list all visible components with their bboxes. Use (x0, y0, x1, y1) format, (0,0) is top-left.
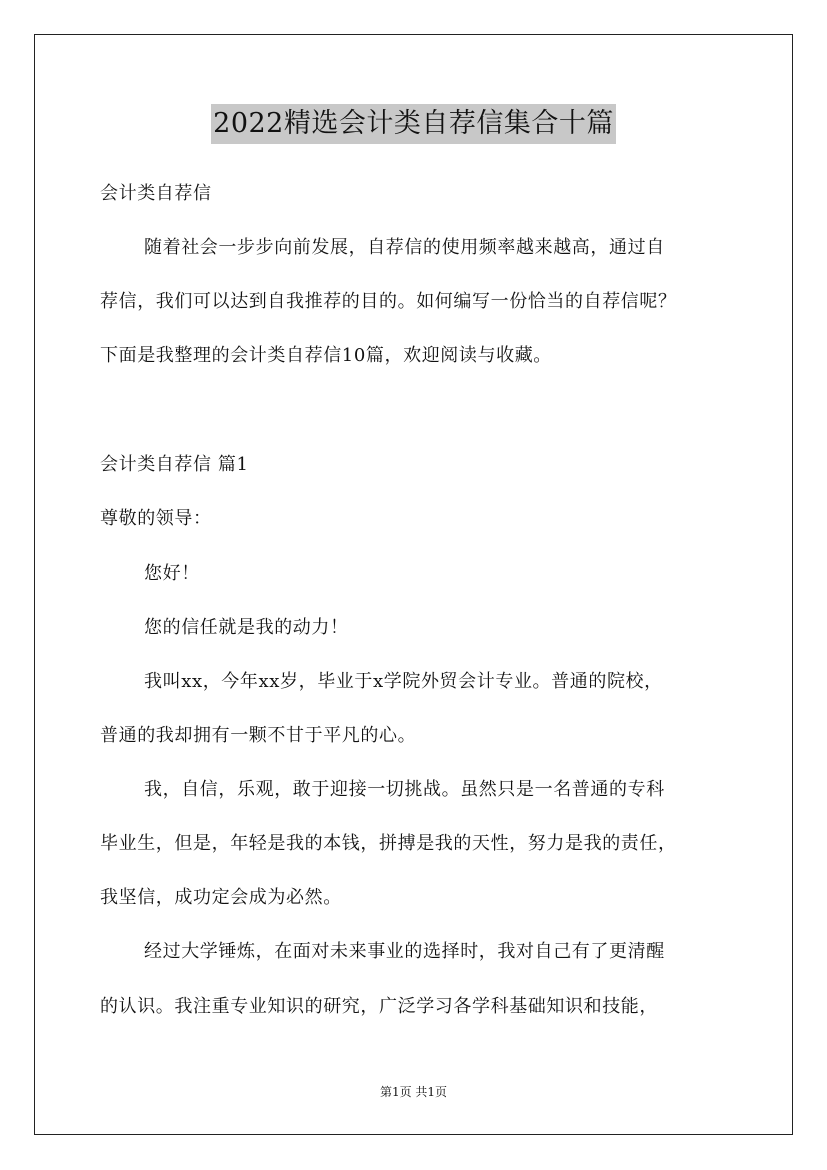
page-footer: 第1页 共1页 (379, 1085, 448, 1099)
paragraph-line: 您的信任就是我的动力！ (144, 617, 349, 638)
paragraph-line: 我，自信，乐观，敢于迎接一切挑战。虽然只是一名普通的专科 (144, 779, 665, 800)
title-container (0, 104, 827, 144)
paragraph-line: 经过大学锤炼，在面对未来事业的选择时，我对自己有了更清醒 (144, 941, 665, 962)
paragraph-line: 普通的我却拥有一颗不甘于平凡的心。 (100, 725, 417, 746)
section-heading: 会计类自荐信 (100, 183, 212, 204)
paragraph-line: 我坚信，成功定会成为必然。 (100, 887, 342, 908)
paragraph-line: 荐信，我们可以达到自我推荐的目的。如何编写一份恰当的自荐信呢？ (100, 291, 677, 312)
paragraph-line: 的认识。我注重专业知识的研究，广泛学习各学科基础知识和技能， (100, 996, 658, 1017)
paragraph-line: 随着社会一步步向前发展，自荐信的使用频率越来越高，通过自 (144, 237, 665, 258)
article-heading: 会计类自荐信 篇1 (100, 454, 249, 475)
paragraph-line: 毕业生，但是，年轻是我的本钱，拼搏是我的天性，努力是我的责任， (100, 833, 677, 854)
greeting: 您好！ (144, 563, 200, 584)
salutation: 尊敬的领导： (100, 508, 212, 529)
paragraph-line: 下面是我整理的会计类自荐信10篇，欢迎阅读与收藏。 (100, 345, 552, 366)
document-title: 2022精选会计类自荐信集合十篇 (211, 104, 616, 144)
paragraph-line: 我叫xx，今年xx岁，毕业于x学院外贸会计专业。普通的院校， (144, 671, 663, 692)
